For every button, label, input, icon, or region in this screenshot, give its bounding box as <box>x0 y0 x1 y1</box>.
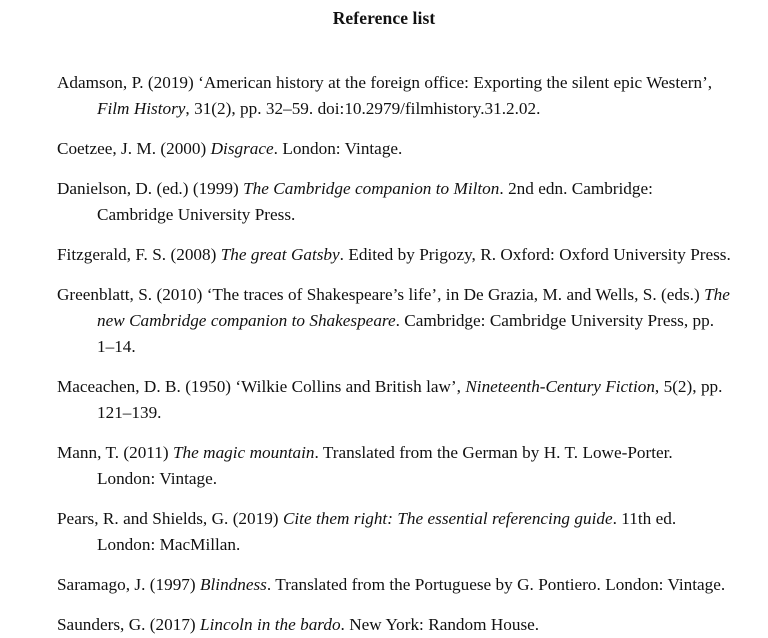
reference-entry: Danielson, D. (ed.) (1999) The Cambridge companion to Milton. 2nd edn. Cambridge: Cambridge University Press. <box>57 179 653 224</box>
reference-entry: Greenblatt, S. (2010) ‘The traces of Shakespeare’s life’, in De Grazia, M. and Wells, S. (eds.) The new Cambridge companion to Shakespeare. Cambridge: Cambridge University Press, pp. 1–14. <box>57 285 730 356</box>
reference-entry: Mann, T. (2011) The magic mountain. Translated from the German by H. T. Lowe-Porter. London: Vintage. <box>57 443 673 488</box>
page-title: Reference list <box>332 8 436 28</box>
reference-entry: Saunders, G. (2017) Lincoln in the bardo. New York: Random House. <box>57 615 540 634</box>
reference-list <box>57 70 732 638</box>
reference-entry: Coetzee, J. M. (2000) Disgrace. London: Vintage. <box>57 139 403 158</box>
reference-entry: Adamson, P. (2019) ‘American history at the foreign office: Exporting the silent epic Western’, Film History, 31(2), pp. 32–59. doi:10.2979/filmhistory.31.2.02. <box>57 73 713 118</box>
reference-entry: Pears, R. and Shields, G. (2019) Cite them right: The essential referencing guide. 11th ed. London: MacMillan. <box>57 509 677 554</box>
reference-entry: Saramago, J. (1997) Blindness. Translated from the Portuguese by G. Pontiero. London: Vintage. <box>57 575 726 594</box>
reference-entry: Maceachen, D. B. (1950) ‘Wilkie Collins and British law’, Nineteenth-Century Fiction, 5(2), pp. 121–139. <box>57 377 723 422</box>
reference-entry: Fitzgerald, F. S. (2008) The great Gatsby. Edited by Prigozy, R. Oxford: Oxford University Press. <box>57 245 731 264</box>
